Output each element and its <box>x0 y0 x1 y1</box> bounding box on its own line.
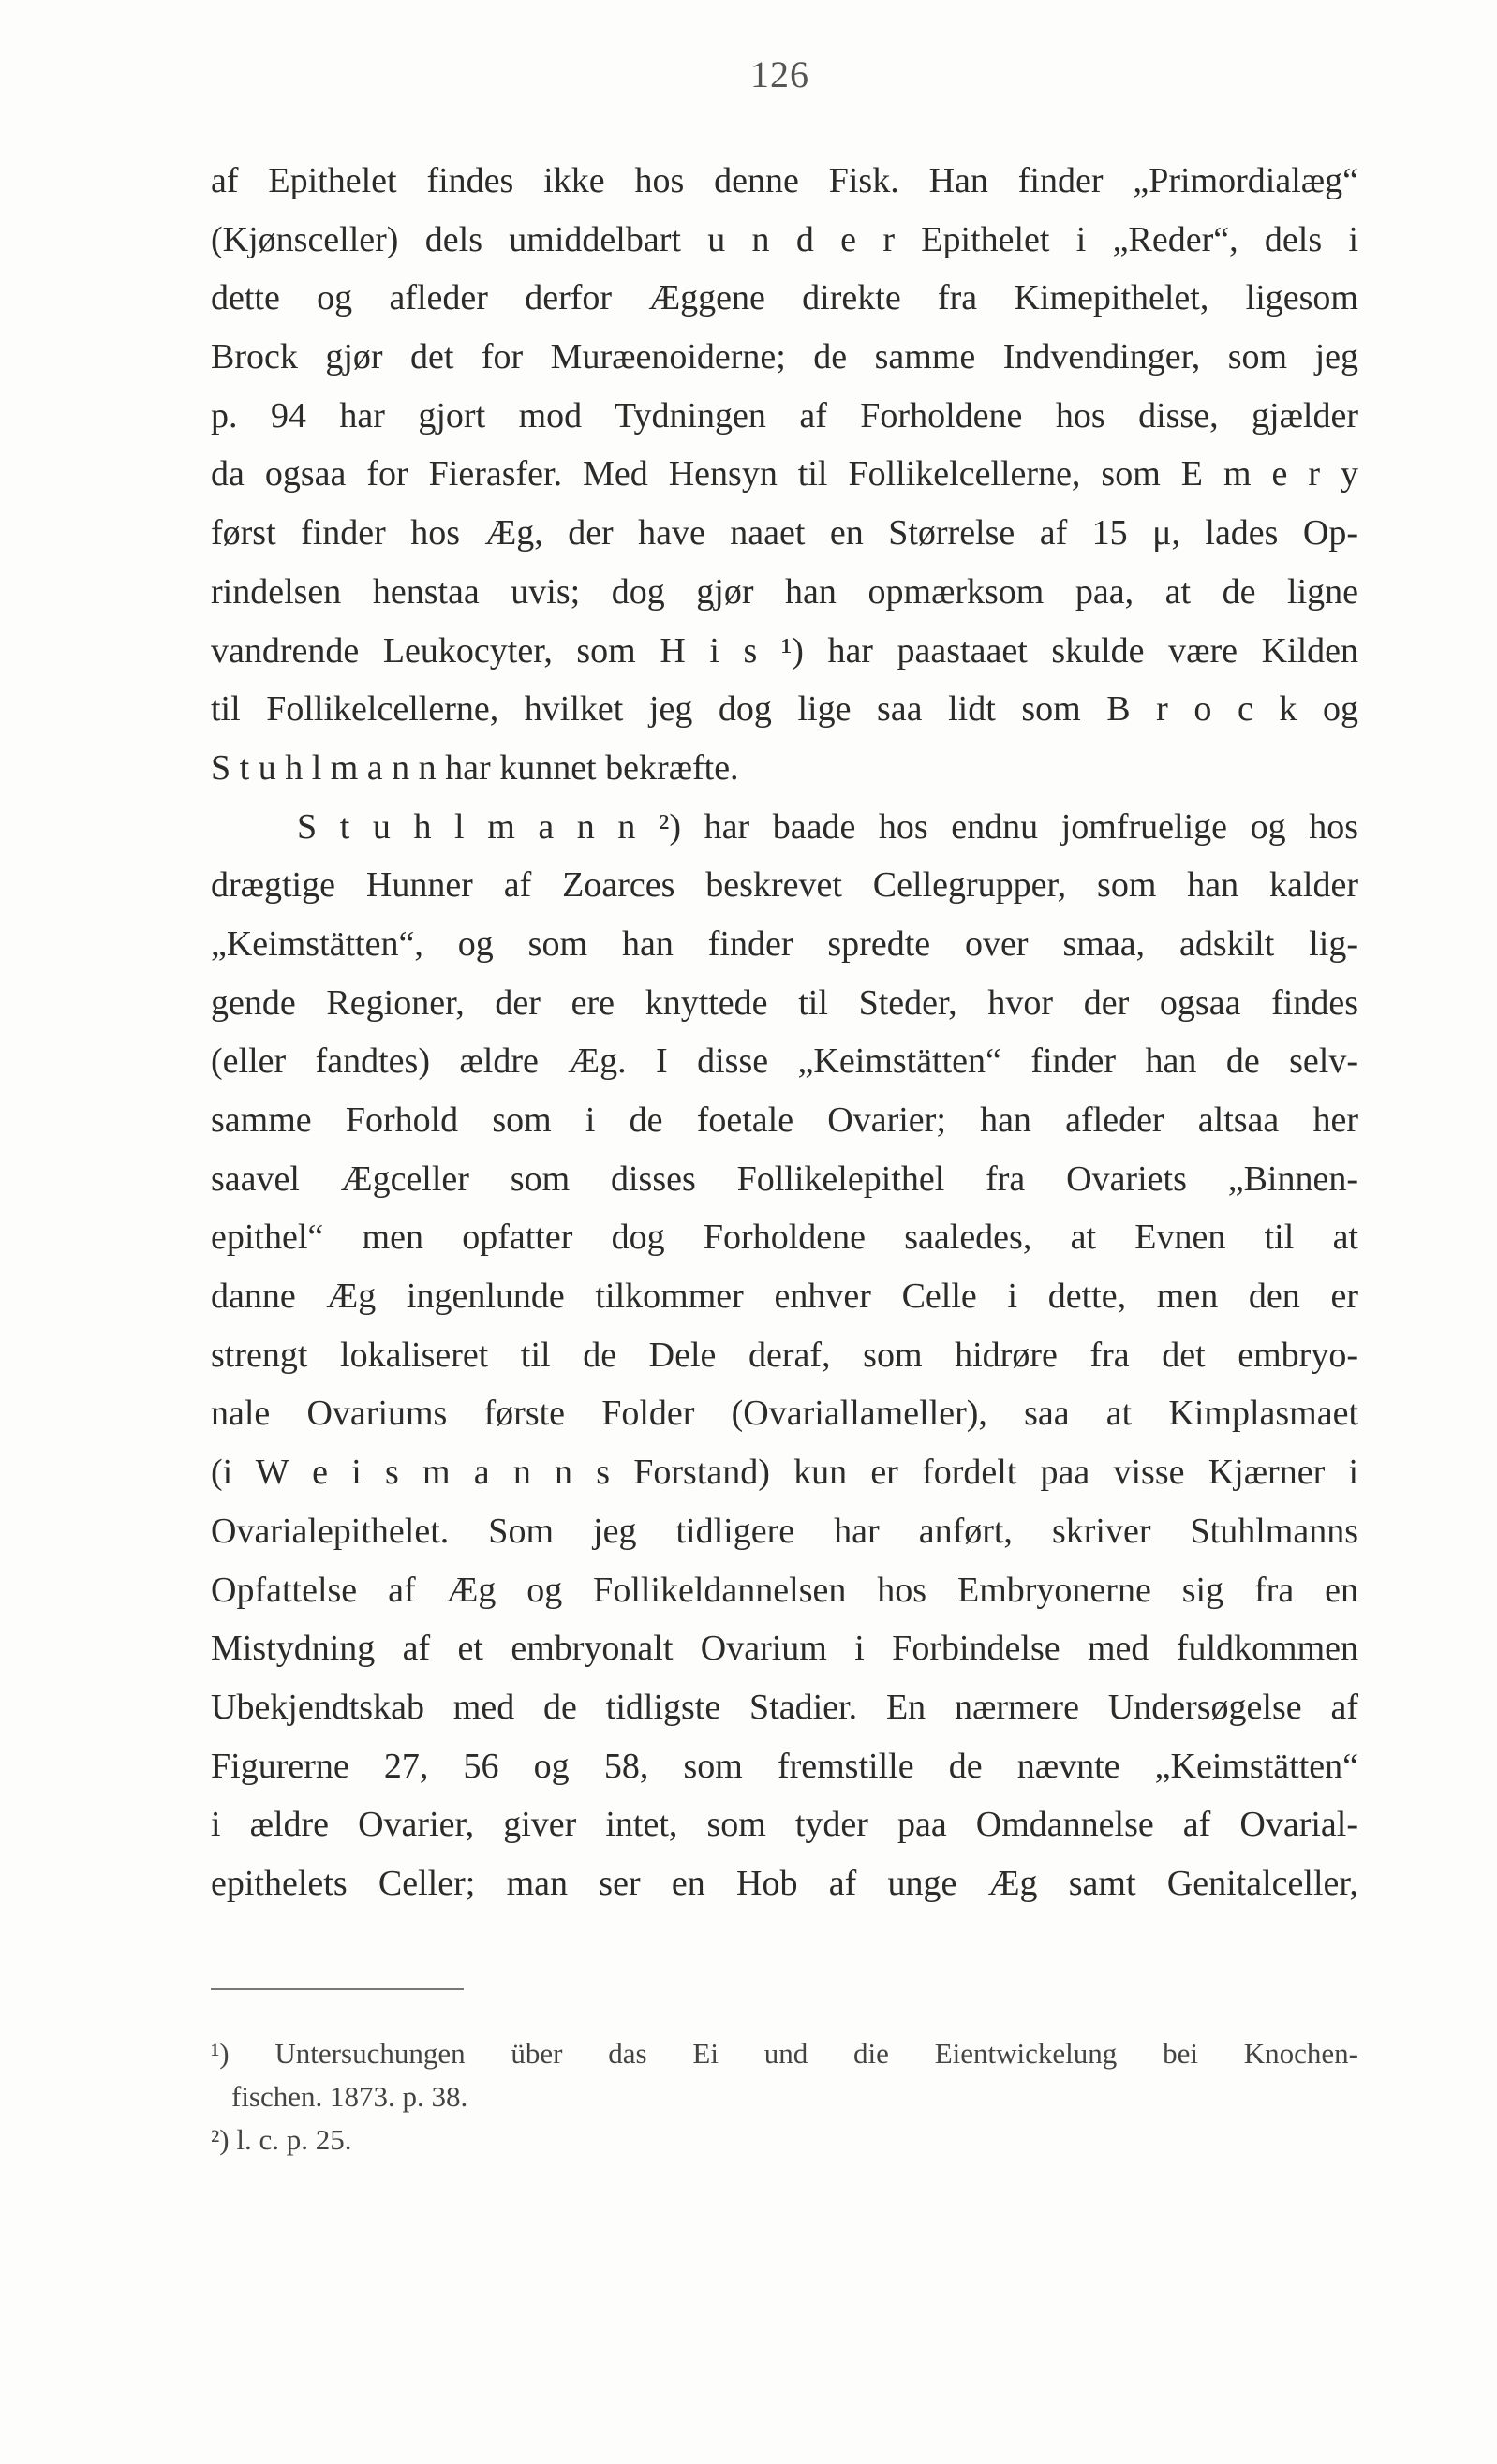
text-line: saavel Ægceller som disses Follikelepithel fra Ovariets „Binnen- <box>211 1158 1358 1199</box>
text-line: „Keimstätten“, og som han finder spredte over smaa, adskilt lig- <box>211 923 1358 964</box>
text-line: samme Forhold som i de foetale Ovarier; han afleder altsaa her <box>211 1100 1358 1140</box>
text-line: epithelets Celler; man ser en Hob af unge Æg samt Genitalceller, <box>211 1863 1358 1903</box>
text-line: S t u h l m a n n har kunnet bekræfte. <box>211 747 739 788</box>
text-line: Ubekjendtskab med de tidligste Stadier. En nærmere Undersøgelse af <box>211 1687 1358 1727</box>
text-line: Opfattelse af Æg og Follikeldannelsen hos Embryonerne sig fra en <box>211 1570 1358 1610</box>
text-line: af Epithelet findes ikke hos denne Fisk. Han finder „Primordialæg“ <box>211 161 1358 200</box>
text-line: drægtige Hunner af Zoarces beskrevet Cellegrupper, som han kalder <box>211 865 1358 906</box>
text-line: epithel“ men opfatter dog Forholdene saaledes, at Evnen til at <box>211 1217 1358 1258</box>
footnote-divider <box>211 1988 464 1990</box>
text-line: i ældre Ovarier, giver intet, som tyder paa Omdannelse af Ovarial- <box>211 1805 1358 1845</box>
text-line: danne Æg ingenlunde tilkommer enhver Celle i dette, men den er <box>211 1276 1358 1317</box>
text-line: rindelsen henstaa uvis; dog gjør han opmærksom paa, at de ligne <box>211 571 1358 612</box>
text-line: vandrende Leukocyter, som H i s ¹) har paastaaet skulde være Kilden <box>211 630 1358 671</box>
page-number: 126 <box>750 53 809 96</box>
text-line: Ovarialepithelet. Som jeg tidligere har anført, skriver Stuhlmanns <box>211 1511 1358 1551</box>
text-line: gende Regioner, der ere knyttede til Steder, hvor der ogsaa findes <box>211 982 1358 1023</box>
text-line: Figurerne 27, 56 og 58, som fremstille de nævnte „Keimstätten“ <box>211 1746 1358 1786</box>
text-line: til Follikelcellerne, hvilket jeg dog lige saa lidt som B r o c k og <box>211 689 1358 730</box>
footnote-line: ²) l. c. p. 25. <box>211 2123 352 2156</box>
text-line: Brock gjør det for Muræenoiderne; de samme Indvendinger, som jeg <box>211 337 1358 377</box>
text-line: p. 94 har gjort mod Tydningen af Forholdene hos disse, gjælder <box>211 395 1358 435</box>
text-line: (Kjønsceller) dels umiddelbart u n d e r Epithelet i „Reder“, dels i <box>211 219 1358 259</box>
body-text <box>211 152 1358 1913</box>
text-line: Mistydning af et embryonalt Ovarium i Forbindelse med fuldkommen <box>211 1629 1358 1669</box>
text-line: (eller fandtes) ældre Æg. I disse „Keimstätten“ finder han de selv- <box>211 1041 1358 1082</box>
text-line: S t u h l m a n n ²) har baade hos endnu jomfruelige og hos <box>297 806 1358 847</box>
footnotes <box>211 2032 1358 2162</box>
text-line: (i W e i s m a n n s Forstand) kun er fordelt paa visse Kjærner i <box>211 1453 1358 1493</box>
text-line: da ogsaa for Fierasfer. Med Hensyn til Follikelcellerne, som E m e r y <box>211 454 1358 494</box>
text-line: dette og afleder derfor Æggene direkte fra Kimepithelet, ligesom <box>211 278 1358 318</box>
footnote-line: fischen. 1873. p. 38. <box>231 2080 468 2113</box>
footnote-line: ¹) Untersuchungen über das Ei und die Eientwickelung bei Knochen- <box>211 2037 1358 2070</box>
text-line: nale Ovariums første Folder (Ovariallameller), saa at Kimplasmaet <box>211 1394 1358 1434</box>
text-line: først finder hos Æg, der have naaet en Størrelse af 15 μ, lades Op- <box>211 513 1358 553</box>
text-line: strengt lokaliseret til de Dele deraf, som hidrøre fra det embryo- <box>211 1335 1358 1375</box>
